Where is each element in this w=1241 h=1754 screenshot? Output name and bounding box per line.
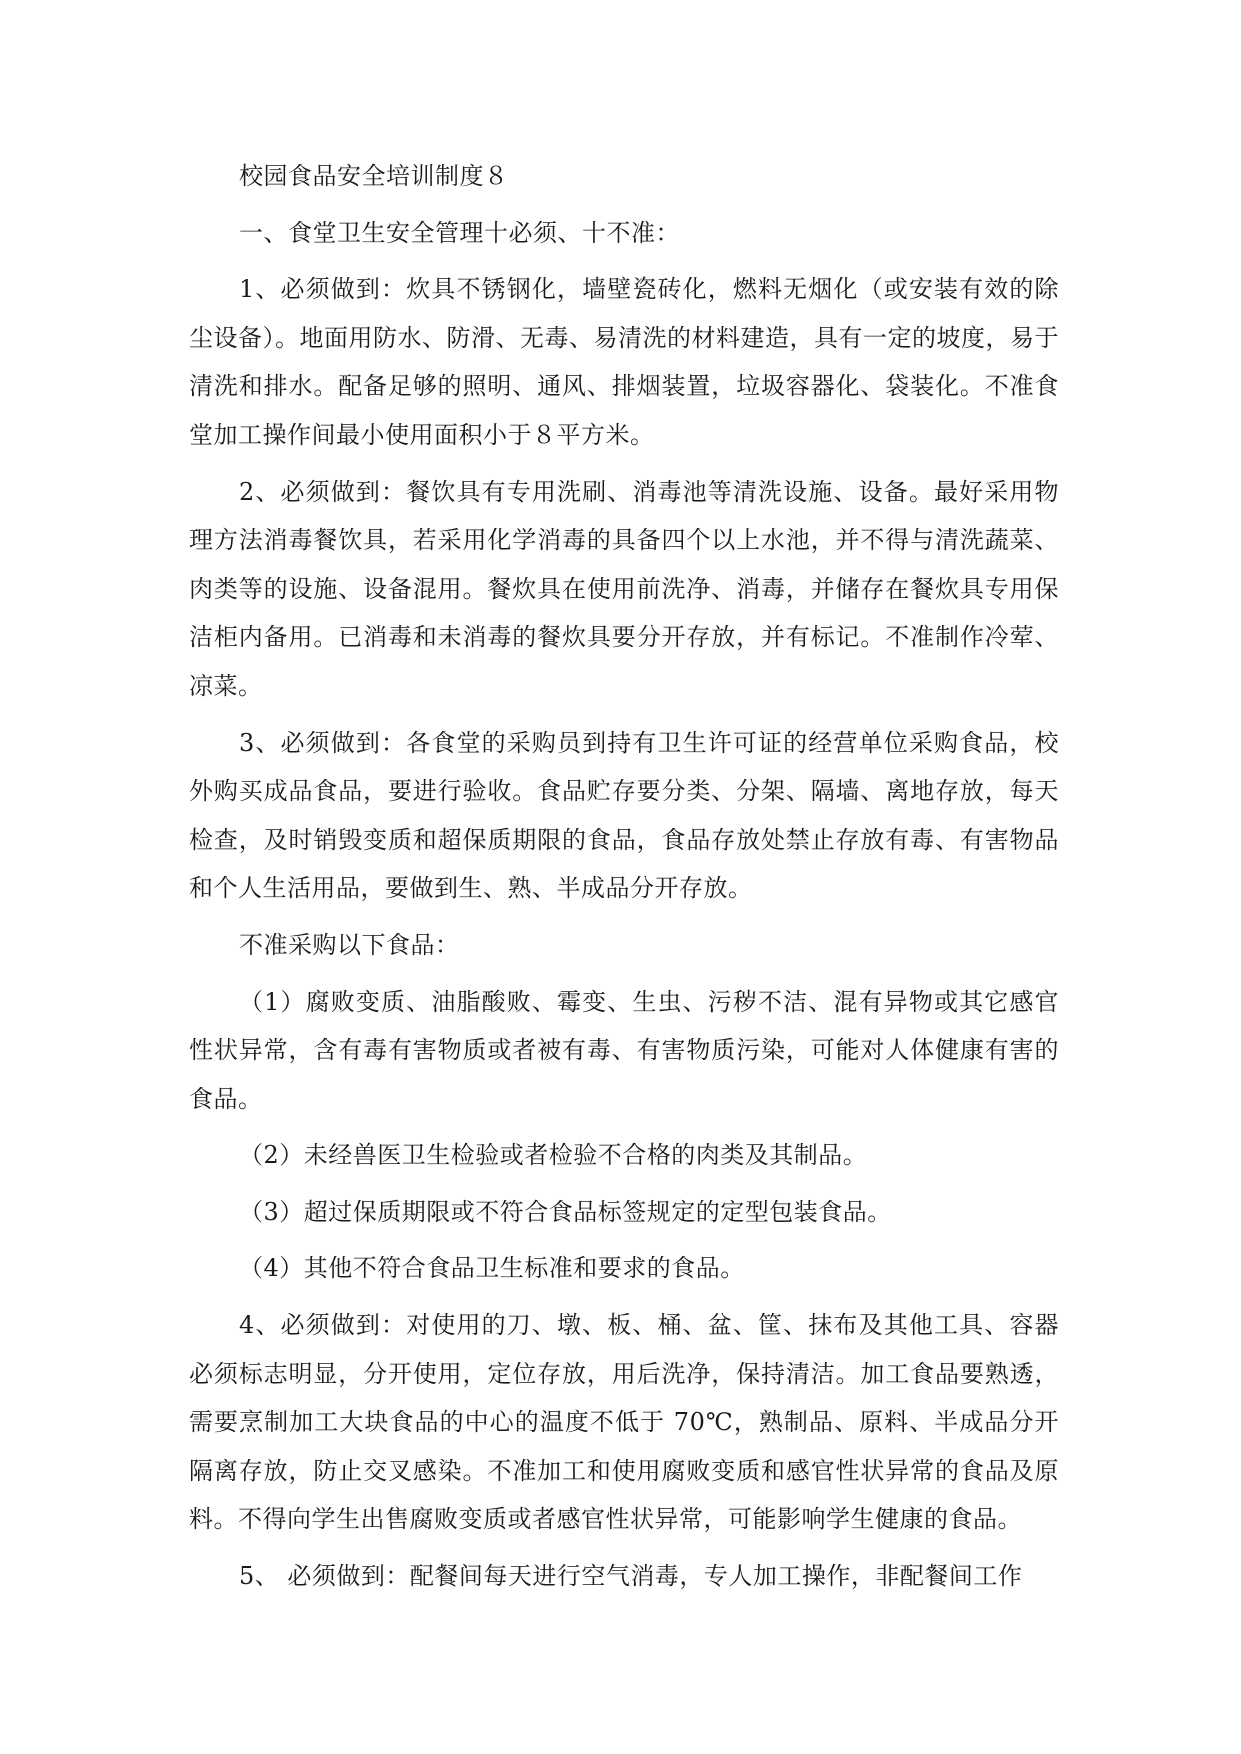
forbidden-item-3: （3）超过保质期限或不符合食品标签规定的定型包装食品。 [239,1197,892,1226]
forbidden-item-2: （2）未经兽医卫生检验或者检验不合格的肉类及其制品。 [239,1141,868,1170]
forbidden-item-1: （1）腐败变质、油脂酸败、霉变、生虫、污秽不洁、混有异物或其它感官性状异常，含有毒有害物质或者被有毒、有害物质污染，可能对人体健康有害的食品。 [189,987,1059,1113]
section-heading: 一、食堂卫生安全管理十必须、十不准： [239,218,680,247]
paragraph-item-4: 4、必须做到：对使用的刀、墩、板、桶、盆、筐、抹布及其他工具、容器必须标志明显，分开使用，定位存放，用后洗净，保持清洁。加工食品要熟透，需要烹制加工大块食品的中心的温度不低于 70℃，熟制品、原料、半成品分开隔离存放，防止交叉感染。不准加工和使用腐败变质和感官性状异常的食品及原料。不得向学生出售腐败变质或者感官性状异常，可能影响学生健康的食品。 [189,1311,1059,1534]
document-body [189,152,1059,1609]
forbidden-item-4: （4）其他不符合食品卫生标准和要求的食品。 [239,1254,745,1283]
document-title: 校园食品安全培训制度８ [239,162,509,190]
paragraph-item-2: 2、必须做到：餐饮具有专用洗刷、消毒池等清洗设施、设备。最好采用物理方法消毒餐饮具，若采用化学消毒的具备四个以上水池，并不得与清洗蔬菜、肉类等的设施、设备混用。餐炊具在使用前洗净、消毒，并储存在餐炊具专用保洁柜内备用。已消毒和未消毒的餐炊具要分开存放，并有标记。不准制作冷荤、凉菜。 [189,477,1059,700]
paragraph-item-3: 3、必须做到：各食堂的采购员到持有卫生许可证的经营单位采购食品，校外购买成品食品，要进行验收。食品贮存要分类、分架、隔墙、离地存放，每天检查，及时销毁变质和超保质期限的食品，食品存放处禁止存放有毒、有害物品和个人生活用品，要做到生、熟、半成品分开存放。 [189,728,1059,903]
forbidden-purchases-heading: 不准采购以下食品： [239,930,460,959]
paragraph-item-5: 5、 必须做到：配餐间每天进行空气消毒，专人加工操作，非配餐间工作 [239,1562,1023,1591]
paragraph-item-1: 1、必须做到：炊具不锈钢化，墙壁瓷砖化，燃料无烟化（或安装有效的除尘设备）。地面用防水、防滑、无毒、易清洗的材料建造，具有一定的坡度，易于清洗和排水。配备足够的照明、通风、排烟装置，垃圾容器化、袋装化。不准食堂加工操作间最小使用面积小于８平方米。 [189,275,1059,449]
